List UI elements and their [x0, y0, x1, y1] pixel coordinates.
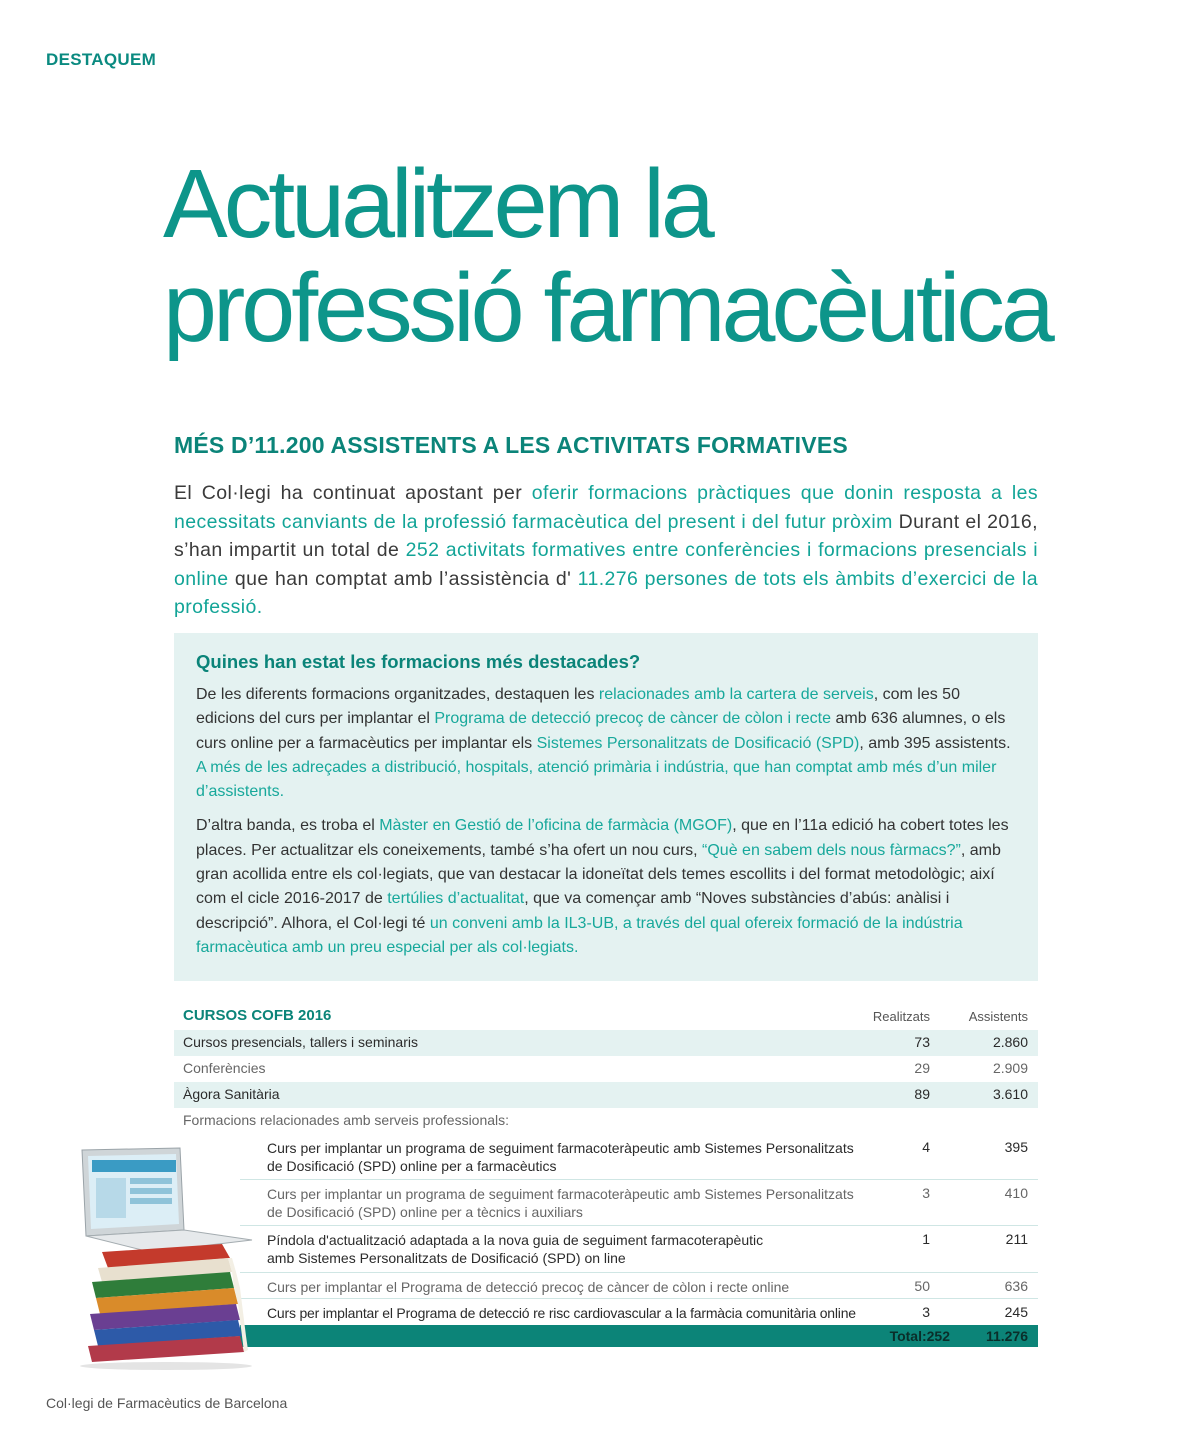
- box-text: , que en l’11a edició ha cobert totes les places. Per actualitzar els coneixements, també s’ha ofert un nou curs,: [196, 817, 1009, 859]
- table-total-row: [240, 1325, 1038, 1347]
- footer-text: Col·legi de Farmacèutics de Barcelona: [46, 1395, 288, 1411]
- subrow-realitzats: 1: [922, 1231, 930, 1247]
- intro-highlight-2: 252 activitats formatives entre conferències i formacions presencials i online: [174, 539, 1039, 590]
- box-title: Quines han estat les formacions més destacades?: [196, 651, 641, 672]
- subrow-assistents: 245: [1004, 1304, 1028, 1320]
- row-realitzats: 89: [914, 1086, 930, 1102]
- subrow-label: Curs per implantar el Programa de detecció precoç de càncer de còlon i recte online: [267, 1279, 790, 1295]
- subrow-line: Curs per implantar un programa de seguiment farmacoteràpeutic amb Sistemes Personalitzats: [267, 1140, 854, 1156]
- subrow-line: de Dosificació (SPD) online per a farmacèutics: [267, 1158, 557, 1174]
- box-text: , que va començar amb “Noves substàncies d’abús: anàlisi i descripció”. Alhora, el Col·legi té: [196, 890, 950, 932]
- table-header: [174, 1004, 1038, 1030]
- row-label: Conferències: [183, 1060, 266, 1076]
- intro-highlight-1: oferir formacions pràctiques que donin resposta a les necessitats canviants de la professió farmacèutica del present i del futur pròxim: [174, 482, 1039, 533]
- title-line-2: professió farmacèutica: [163, 253, 1051, 362]
- box-link: “Què en sabem dels nous fàrmacs?”: [702, 841, 961, 859]
- row-label: Cursos presencials, tallers i seminaris: [183, 1034, 418, 1050]
- subrow-label: Curs per implantar el Programa de detecció re risc cardiovascular a la farmàcia comunitària online: [267, 1305, 856, 1321]
- box-link: Sistemes Personalitzats de Dosificació (SPD): [536, 734, 860, 752]
- row-realitzats: 73: [914, 1034, 930, 1050]
- page-title: [163, 149, 1173, 362]
- section-tag: DESTAQUEM: [46, 50, 157, 69]
- table-subrow: [240, 1273, 1038, 1299]
- box-text: De les diferents formacions organitzades, destaquen les: [196, 686, 599, 703]
- subrow-line: Píndola d'actualització adaptada a la nova guia de seguiment farmacoterapèutic: [267, 1232, 764, 1248]
- box-text: D’altra banda, es troba el: [196, 817, 380, 835]
- total-value: 11.276: [985, 1328, 1028, 1344]
- subrow-realitzats: 3: [922, 1304, 930, 1320]
- box-paragraph-1: [196, 683, 1014, 804]
- table-row: [174, 1056, 1038, 1082]
- subrow-realitzats: 50: [914, 1278, 930, 1294]
- intro-text-3: que han comptat amb l’assistència d': [228, 567, 578, 590]
- subrow-realitzats: 3: [922, 1185, 930, 1201]
- table-subrow: [240, 1134, 1038, 1180]
- row-label: Formacions relacionades amb serveis professionals:: [183, 1112, 510, 1128]
- column-header-realitzats: Realitzats: [872, 1009, 930, 1024]
- subrow-label: [267, 1139, 907, 1175]
- box-text: amb 636 alumnes, o els curs online per a farmacèutics per implantar els: [196, 710, 1006, 752]
- row-label: Àgora Sanitària: [183, 1086, 280, 1102]
- box-text: , com les 50 edicions del curs per implantar el: [196, 686, 960, 728]
- total-label: Total:252: [889, 1328, 950, 1344]
- laptop-books-illustration: [62, 1140, 262, 1370]
- table-row: [174, 1030, 1038, 1056]
- row-assistents: 3.610: [992, 1086, 1028, 1102]
- table-row: [174, 1108, 1038, 1134]
- subrow-assistents: 410: [1004, 1185, 1028, 1201]
- subrow-line: amb Sistemes Personalitzats de Dosificació (SPD) on line: [267, 1250, 626, 1266]
- table-title: CURSOS COFB 2016: [183, 1007, 332, 1024]
- subrow-line: Curs per implantar un programa de seguiment farmacoteràpeutic amb Sistemes Personalitzats: [267, 1186, 854, 1202]
- title-line-1: Actualitzem la: [163, 149, 711, 258]
- intro-text-2: Durant el 2016, s’han impartit un total de: [174, 510, 1038, 561]
- subrow-realitzats: 4: [922, 1139, 930, 1155]
- box-link: Programa de detecció precoç de càncer de còlon i recte: [434, 710, 832, 728]
- box-link: Màster en Gestió de l’oficina de farmàcia (MGOF): [379, 817, 733, 835]
- courses-table: [174, 1004, 1038, 1347]
- box-text: , amb gran acollida entre els col·legiats, que van destacar la idoneïtat dels temes escollits i del format metodològic; així com el cicle 2016-2017 de: [196, 841, 1001, 908]
- highlights-box: [174, 633, 1038, 981]
- subrow-label: [267, 1231, 907, 1267]
- intro-text-1: El Col·legi ha continuat apostant per: [174, 482, 532, 504]
- row-realitzats: 29: [914, 1060, 930, 1076]
- row-assistents: 2.909: [992, 1060, 1028, 1076]
- box-link: relacionades amb la cartera de serveis: [598, 686, 874, 703]
- subrow-assistents: 395: [1004, 1139, 1028, 1155]
- box-link: un conveni amb la IL3-UB, a través del qual ofereix formació de la indústria farmacèutica amb un preu especial per als col·legiats.: [196, 914, 963, 956]
- table-subrow: [240, 1180, 1038, 1226]
- table-subrow: [240, 1226, 1038, 1273]
- column-header-assistents: Assistents: [968, 1009, 1028, 1024]
- table-subrow: [240, 1299, 1038, 1325]
- box-link: A més de les adreçades a distribució, hospitals, atenció primària i indústria, que han comptat amb més d’un miler d’assistents.: [196, 758, 997, 801]
- subrow-line: de Dosificació (SPD) online per a tècnics i auxiliars: [267, 1204, 583, 1220]
- intro-paragraph: [174, 479, 1038, 622]
- table-row: [174, 1082, 1038, 1108]
- box-paragraph-2: [196, 814, 1014, 960]
- box-text: , amb 395 assistents.: [859, 734, 1011, 752]
- box-link: tertúlies d’actualitat: [387, 890, 525, 908]
- row-assistents: 2.860: [992, 1034, 1028, 1050]
- section-subtitle: MÉS D’11.200 ASSISTENTS A LES ACTIVITATS FORMATIVES: [174, 432, 848, 458]
- subrow-assistents: 636: [1004, 1278, 1028, 1294]
- intro-highlight-3: 11.276 persones de tots els àmbits d’exercici de la professió.: [174, 567, 1039, 618]
- subrow-assistents: 211: [1005, 1231, 1028, 1247]
- subrow-label: [267, 1185, 907, 1221]
